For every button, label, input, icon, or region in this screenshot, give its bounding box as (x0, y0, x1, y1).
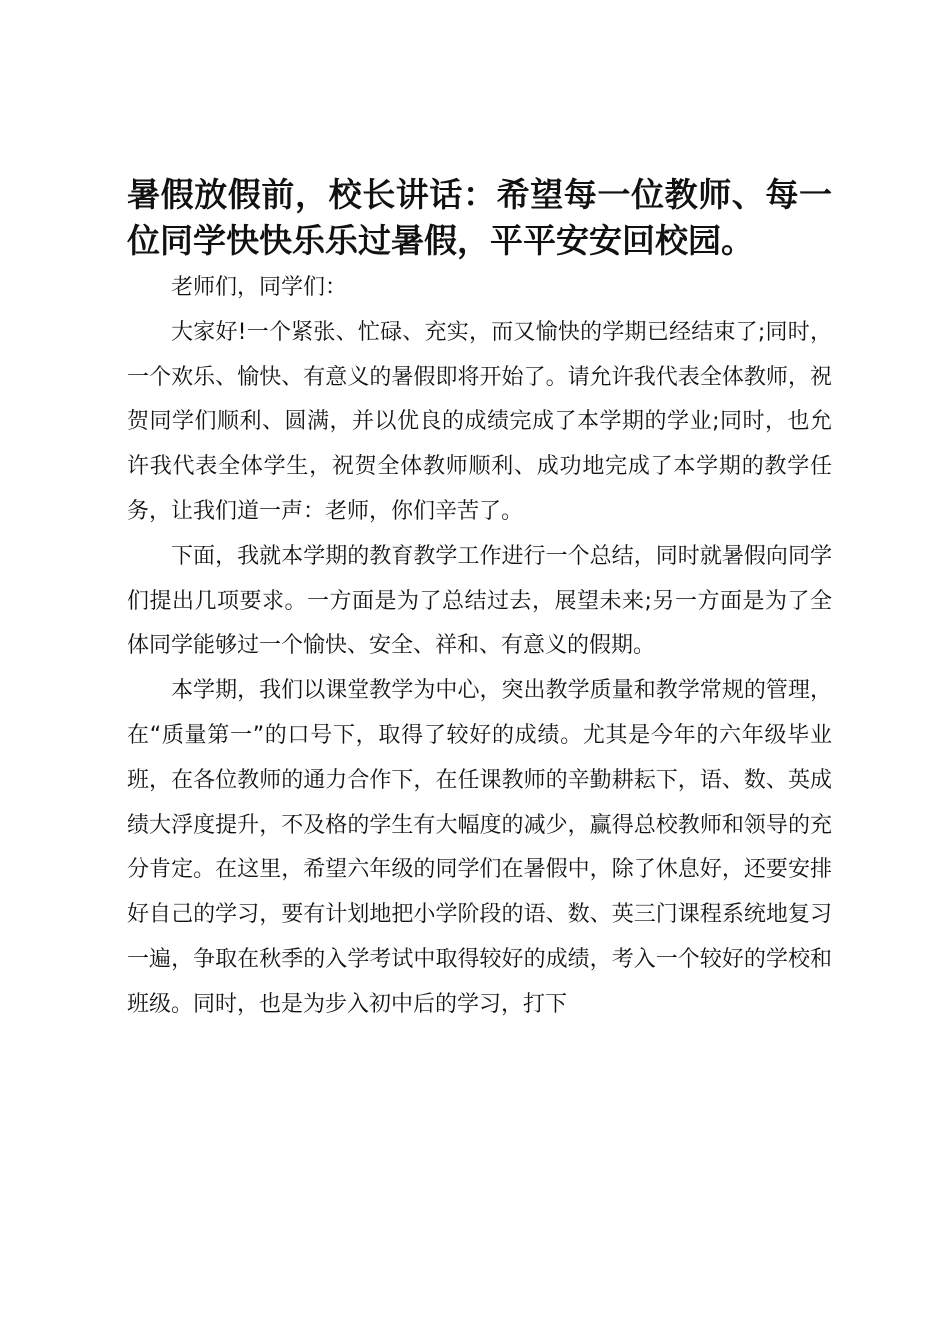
paragraph-2: 下面，我就本学期的教育教学工作进行一个总结，同时就暑假向同学们提出几项要求。一方面是为了总结过去，展望未来;另一方面是为了全体同学能够过一个愉快、安全、祥和、有意义的假期。 (127, 543, 832, 659)
paragraph-1: 大家好!一个紧张、忙碌、充实，而又愉快的学期已经结束了;同时，一个欢乐、愉快、有意义的暑假即将开始了。请允许我代表全体教师，祝贺同学们顺利、圆满，并以优良的成绩完成了本学期的学业;同时，也允许我代表全体学生，祝贺全体教师顺利、成功地完成了本学期的教学任务，让我们道一声：老师，你们辛苦了。 (127, 319, 832, 524)
greeting-line: 老师们，同学们： (171, 275, 348, 300)
paragraph-3: 本学期，我们以课堂教学为中心，突出教学质量和教学常规的管理，在“质量第一”的口号下，取得了较好的成绩。尤其是今年的六年级毕业班，在各位教师的通力合作下，在任课教师的辛勤耕耘下，语、数、英成绩大浮度提升，不及格的学生有大幅度的减少，赢得总校教师和领导的充分肯定。在这里，希望六年级的同学们在暑假中，除了休息好，还要安排好自己的学习，要有计划地把小学阶段的语、数、英三门课程系统地复习一遍，争取在秋季的入学考试中取得较好的成绩，考入一个较好的学校和班级。同时，也是为步入初中后的学习，打下 (127, 678, 832, 1017)
document-page (127, 172, 832, 1028)
document-title: 暑假放假前，校长讲话：希望每一位教师、每一位同学快快乐乐过暑假，平平安安回校园。 (127, 175, 832, 260)
